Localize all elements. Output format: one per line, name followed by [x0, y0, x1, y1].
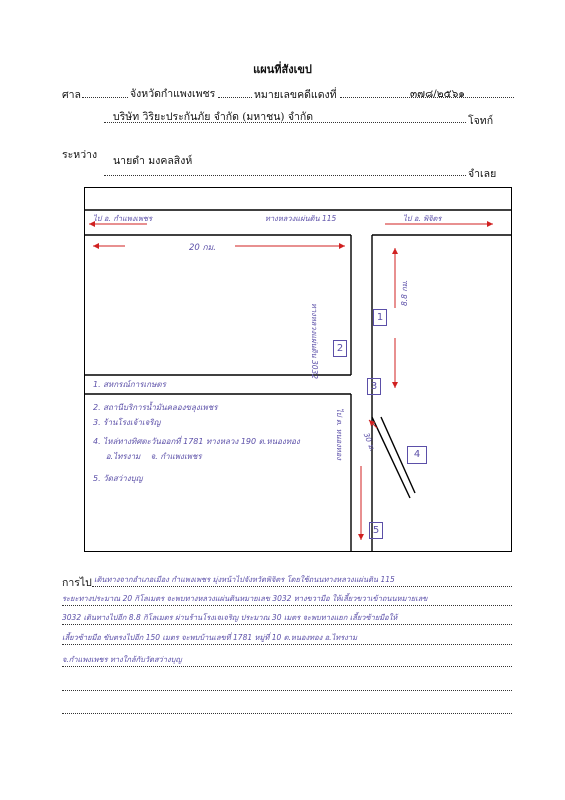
route-line-2-dots — [62, 605, 512, 606]
road-label-to-phichit: ไป อ. พิจิตร — [403, 214, 442, 223]
defendant-dots — [104, 175, 466, 176]
case-number-label: หมายเลขคดีแดงที่ — [254, 89, 337, 101]
route-line-1-dots — [92, 586, 512, 587]
landmark-box-4: 4 — [407, 446, 427, 464]
distance-8-8km: 8.8 กม. — [400, 279, 409, 306]
route-line-7-dots — [62, 713, 512, 714]
distance-20km: 20 กม. — [189, 243, 216, 253]
plaintiff-dots — [104, 122, 466, 123]
legend-item-4: 4. ไหล่ทางทิศตะวันออกที่ 1781 ทางหลวง 190 ต.หนองทอง — [93, 437, 300, 446]
route-text-line-3: 3032 เดินทางไปอีก 8.8 กิโลเมตร ผ่านร้านโรงเจเจริญ ประมาณ 30 เมตร จะพบทางแยก เลี้ยวซ้ายมือให้ — [62, 613, 398, 622]
court-dots — [82, 97, 128, 98]
landmark-box-5: 5 — [369, 522, 383, 539]
landmark-box-2: 2 — [333, 340, 347, 357]
plaintiff-label: โจทก์ — [468, 115, 494, 127]
route-text-line-4: เลี้ยวซ้ายมือ ขับตรงไปอีก 150 เมตร จะพบบ้านเลขที่ 1781 หมู่ที่ 10 ต.หนองทอง อ.ไทรงาม — [62, 633, 358, 642]
route-line-4-dots — [62, 644, 512, 645]
road-label-to-kamphaeng-phet: ไป อ. กำแพงเพชร — [93, 214, 153, 223]
defendant-label: จำเลย — [468, 168, 497, 180]
route-text-line-2: ระยะทางประมาณ 20 กิโลเมตร จะพบทางหลวงแผ่นดินหมายเลข 3032 ทางขวามือ ให้เลี้ยวขวาเข้าถนนหมายเลข — [62, 594, 428, 603]
map-drawing — [85, 188, 511, 551]
road-label-to-nong-thong: ไป ต. หนองทอง — [335, 408, 344, 460]
distance-30m: 30 ม. — [361, 431, 378, 453]
court-dots-2 — [218, 97, 252, 98]
route-line-6-dots — [62, 690, 512, 691]
landmark-box-3: 3 — [367, 378, 381, 395]
court-label: ศาล — [62, 89, 81, 101]
page-title: แผนที่สังเขป — [253, 63, 312, 76]
landmark-box-1: 1 — [373, 309, 387, 326]
route-text-line-5: จ.กำแพงเพชร ทางใกล้กับวัดสว่างบุญ — [62, 655, 182, 664]
defendant-name: นายดำ มงคลสิงห์ — [113, 155, 193, 167]
legend-item-5: 5. วัดสว่างบุญ — [93, 474, 143, 483]
legend-item-4-cont: อ.ไทรงาม จ. กำแพงเพชร — [93, 452, 202, 461]
sketch-map — [84, 187, 512, 552]
legend-item-3: 3. ร้านโรงเจ้าเจริญ — [93, 418, 161, 427]
between-label: ระหว่าง — [62, 149, 98, 161]
road-label-highway-3032: ทางหลวงแผ่นดิน 3032 — [310, 303, 319, 380]
legend-item-1: 1. สหกรณ์การเกษตร — [93, 380, 166, 389]
road-label-highway-115: ทางหลวงแผ่นดิน 115 — [265, 214, 337, 223]
case-number-value: ๓๗๘/๒๕๖๑ — [410, 88, 465, 100]
court-value: จังหวัดกำแพงเพชร — [130, 88, 216, 100]
route-line-3-dots — [62, 624, 512, 625]
plaintiff-name: บริษัท วิริยะประกันภัย จำกัด (มหาชน) จำกัด — [113, 111, 314, 123]
legend-item-2: 2. สถานีบริการน้ำมันคลองขลุงเพชร — [93, 403, 218, 412]
route-label: การไป — [62, 577, 92, 589]
route-line-5-dots — [62, 666, 512, 667]
route-text-line-1: เดินทางจากอำเภอเมือง กำแพงเพชร มุ่งหน้าไปจังหวัดพิจิตร โดยใช้ถนนทางหลวงแผ่นดิน 115 — [94, 575, 395, 584]
